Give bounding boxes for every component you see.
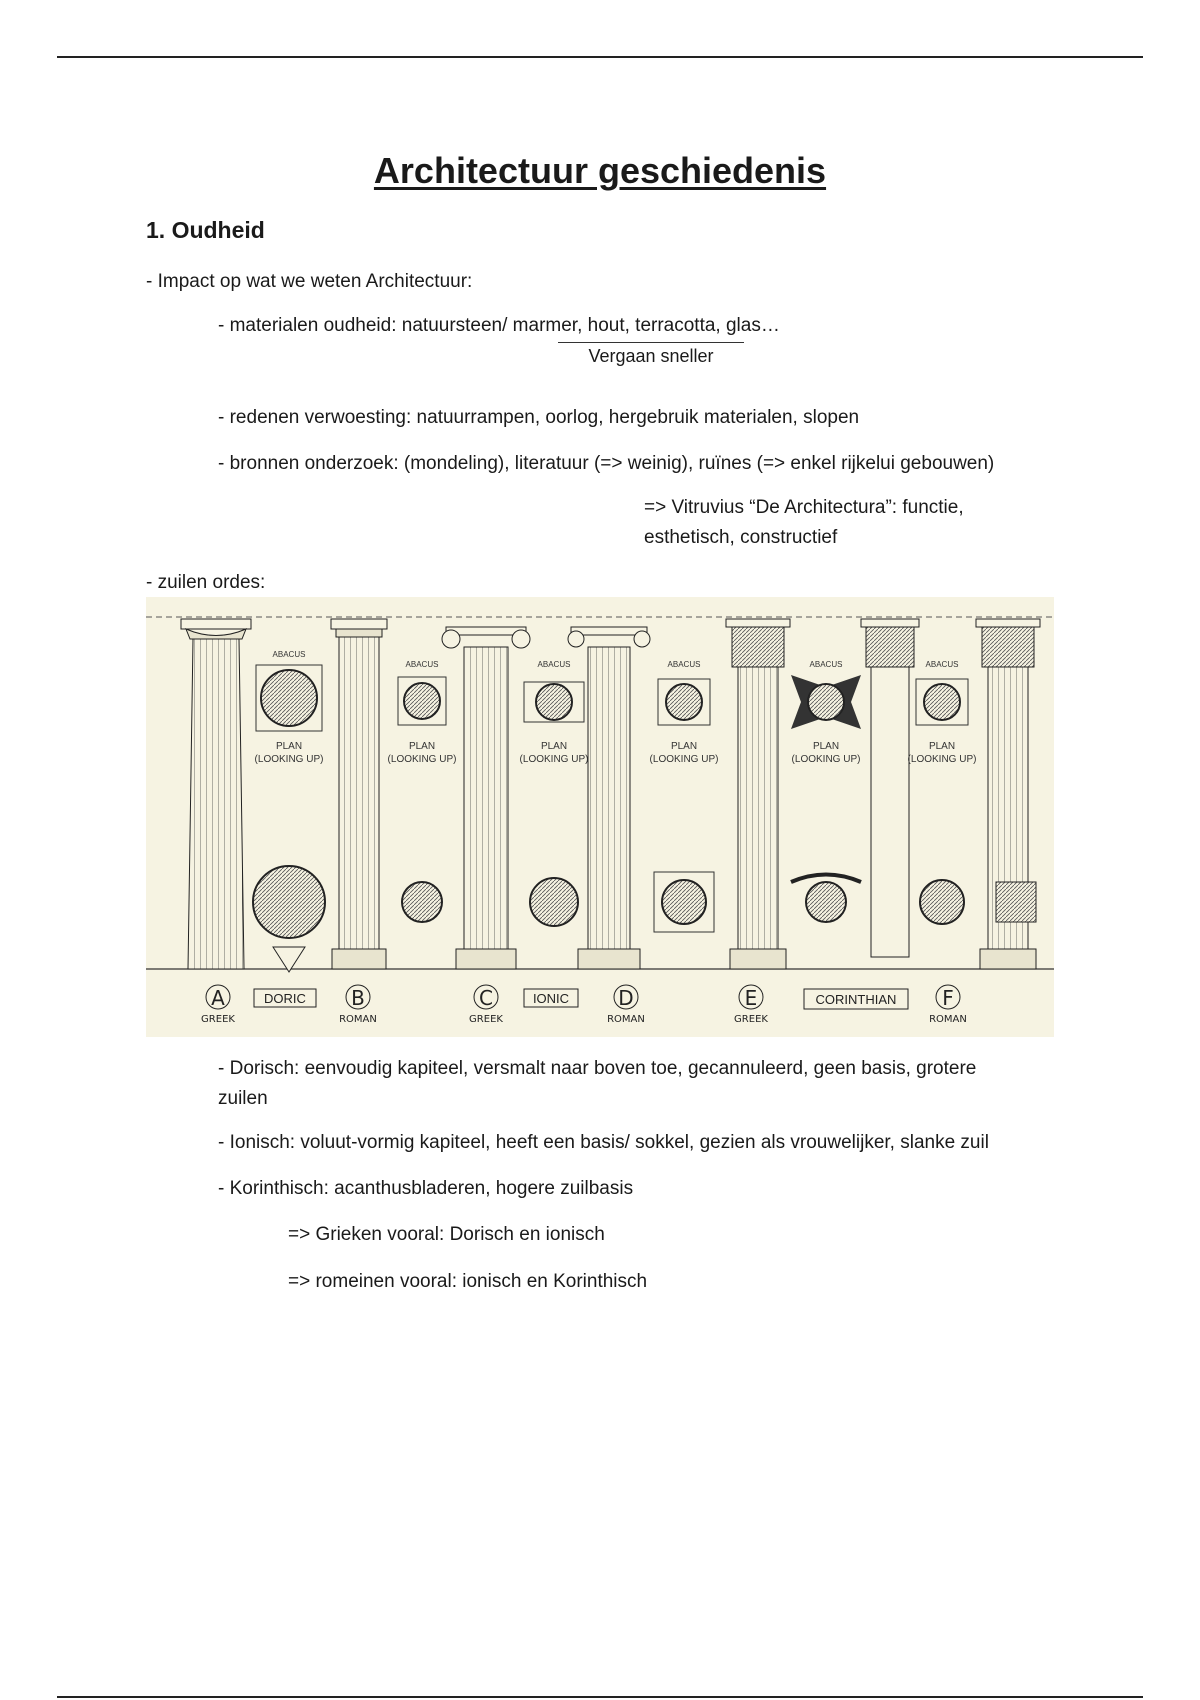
- section-diagram-a: [253, 866, 325, 972]
- column-letter-b: B: [351, 986, 365, 1010]
- plan-label-c: PLAN: [540, 741, 568, 752]
- abacus-label-d: ABACUS: [667, 660, 701, 669]
- column-origin-b: ROMAN: [339, 1014, 377, 1025]
- column-letter-c: C: [479, 986, 493, 1010]
- plan-label-e: PLAN: [812, 741, 840, 752]
- section-diagram-d: [654, 872, 714, 932]
- column-origin-c: GREEK: [469, 1014, 503, 1025]
- abacus-label-b: ABACUS: [405, 660, 439, 669]
- corinthian-greek-column: [726, 619, 790, 969]
- plan-diagram-f: [916, 679, 968, 725]
- vergaan-note: Vergaan sneller: [558, 342, 744, 368]
- column-origin-e: GREEK: [734, 1014, 768, 1025]
- vitruvius-line-2: esthetisch, constructief: [644, 527, 838, 548]
- column-origin-f: ROMAN: [929, 1014, 967, 1025]
- order-label-ionic: IONIC: [532, 991, 570, 1006]
- plan-diagram-c: [524, 682, 584, 722]
- column-origin-a: GREEK: [201, 1014, 235, 1025]
- abacus-label-a: ABACUS: [272, 650, 306, 659]
- column-letter-f: F: [942, 986, 954, 1010]
- vitruvius-line-1: => Vitruvius “De Architectura”: functie,: [644, 497, 964, 518]
- plan-diagram-e: [791, 675, 861, 729]
- corinthian-middle-column: [861, 619, 919, 957]
- ionic-greek-column: [442, 627, 530, 969]
- romeinen-line: => romeinen vooral: ionisch en Korinthisch: [288, 1271, 648, 1292]
- plan-label-f: PLAN: [928, 741, 956, 752]
- plan-label-d: PLAN: [670, 741, 698, 752]
- plan-sublabel-f: (LOOKING UP): [907, 754, 977, 765]
- abacus-label-c: ABACUS: [537, 660, 571, 669]
- order-label-corinthian: CORINTHIAN: [815, 992, 897, 1007]
- page-title: Architectuur geschiedenis: [373, 150, 827, 191]
- plan-sublabel-d: (LOOKING UP): [649, 754, 719, 765]
- section-diagram-e: [791, 875, 861, 923]
- grieken-line: => Grieken vooral: Dorisch en ionisch: [288, 1224, 605, 1245]
- plan-diagram-d: [658, 679, 710, 725]
- bronnen-line: - bronnen onderzoek: (mondeling), literatuur (=> weinig), ruïnes (=> enkel rijkelui gebouwen): [218, 453, 995, 474]
- section-heading: 1. Oudheid: [146, 217, 265, 243]
- order-label-doric: DORIC: [264, 991, 306, 1006]
- plan-label-b: PLAN: [408, 741, 436, 752]
- ionic-roman-column: [568, 627, 650, 969]
- zuilen-line: - zuilen ordes:: [146, 572, 266, 593]
- plan-sublabel-a: (LOOKING UP): [254, 754, 324, 765]
- plan-sublabel-b: (LOOKING UP): [387, 754, 457, 765]
- dorisch-line-2: zuilen: [218, 1088, 268, 1109]
- redenen-line: - redenen verwoesting: natuurrampen, oorlog, hergebruik materialen, slopen: [218, 407, 860, 428]
- plan-sublabel-e: (LOOKING UP): [791, 754, 861, 765]
- bottom-rule: [57, 1696, 1143, 1698]
- column-letter-a: A: [211, 986, 225, 1010]
- dorisch-line-1: - Dorisch: eenvoudig kapiteel, versmalt naar boven toe, gecannuleerd, geen basis, grotere: [218, 1058, 977, 1079]
- column-origin-d: ROMAN: [607, 1014, 645, 1025]
- plan-sublabel-c: (LOOKING UP): [519, 754, 589, 765]
- impact-line: - Impact op wat we weten Architectuur:: [146, 271, 473, 292]
- doric-roman-column: [331, 619, 387, 969]
- plan-diagram-b: [398, 677, 446, 725]
- column-orders-figure: [146, 597, 1054, 1037]
- ionisch-line: - Ionisch: voluut-vormig kapiteel, heeft een basis/ sokkel, gezien als vrouwelijker, slanke zuil: [218, 1132, 989, 1153]
- abacus-label-f: ABACUS: [925, 660, 959, 669]
- plan-diagram-a: [256, 665, 322, 731]
- korinthisch-line: - Korinthisch: acanthusbladeren, hogere zuilbasis: [218, 1178, 634, 1199]
- section-diagram-f: [920, 880, 1036, 924]
- abacus-label-e: ABACUS: [809, 660, 843, 669]
- section-diagram-c: [530, 878, 578, 926]
- materialen-line: - materialen oudheid: natuursteen/ marmer, hout, terracotta, glas…: [218, 315, 780, 336]
- plan-label-a: PLAN: [275, 741, 303, 752]
- top-rule: [57, 56, 1143, 58]
- doric-greek-column: [181, 619, 251, 969]
- column-letter-e: E: [744, 986, 758, 1010]
- section-diagram-b: [402, 882, 442, 922]
- column-letter-d: D: [618, 986, 634, 1010]
